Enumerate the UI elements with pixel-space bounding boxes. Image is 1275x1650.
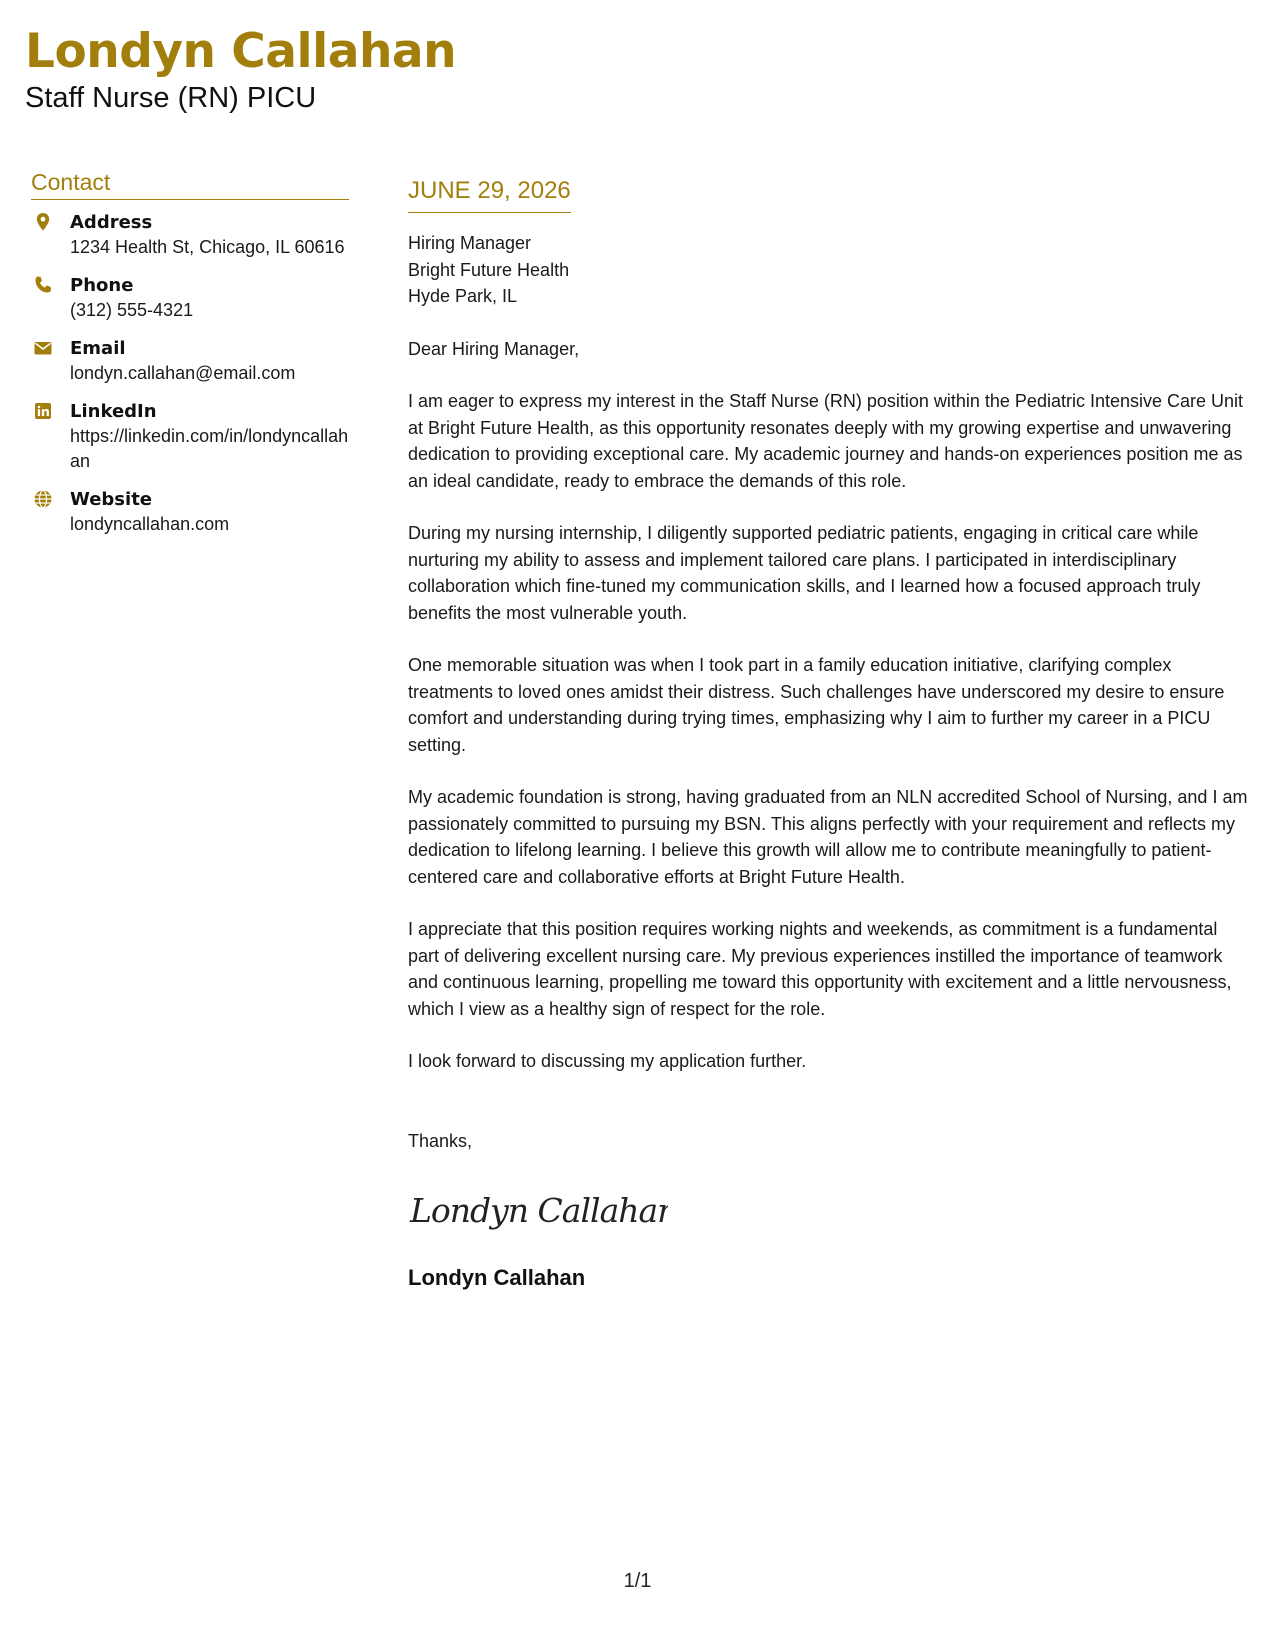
recipient-line: Hiring Manager xyxy=(408,233,532,253)
applicant-name: Londyn Callahan xyxy=(25,24,457,79)
email-value: londyn.callahan@email.com xyxy=(70,363,296,383)
address-value: 1234 Health St, Chicago, IL 60616 xyxy=(70,237,345,257)
job-title: Staff Nurse (RN) PICU xyxy=(25,82,317,114)
envelope-icon xyxy=(33,338,53,358)
body-paragraph: During my nursing internship, I diligently supported pediatric patients, engaging in critical care while nurturing my ability to assess and implement tailored care plans. I participated in interdisciplinary collaboration which fine-tuned my communication skills, and I learned how a focused approach truly benefits the most vulnerable youth. xyxy=(408,523,1201,623)
body-paragraph: One memorable situation was when I took part in a family education initiative, clarifying complex treatments to loved ones amidst their distress. Such challenges have underscored my desire to ensure comfort and understanding during trying times, emphasizing why I aim to further my career in a PICU setting. xyxy=(408,655,1225,755)
salutation: Dear Hiring Manager, xyxy=(408,338,580,359)
contact-label: Website xyxy=(70,489,153,510)
recipient-line: Hyde Park, IL xyxy=(408,286,518,306)
globe-icon xyxy=(33,489,53,509)
contact-website xyxy=(31,487,349,537)
linkedin-icon xyxy=(33,401,53,421)
contact-sidebar xyxy=(31,168,349,550)
map-pin-icon xyxy=(33,212,53,232)
svg-text:Londyn Callahan: Londyn Callahan xyxy=(410,1191,668,1230)
body-paragraph: I look forward to discussing my application further. xyxy=(408,1051,807,1071)
page-number: 1/1 xyxy=(623,1570,652,1592)
contact-phone xyxy=(31,273,349,323)
website-value[interactable]: londyncallahan.com xyxy=(70,514,230,534)
body-paragraph: My academic foundation is strong, having graduated from an NLN accredited School of Nursing, and I am passionately committed to pursuing my BSN. This aligns perfectly with your requirement and reflects my dedication to lifelong learning. I believe this growth will allow me to contribute meaningfully to patient-centered care and collaborative efforts at Bright Future Health. xyxy=(408,787,1248,887)
letter-body xyxy=(408,176,1248,1292)
phone-icon xyxy=(33,275,53,295)
recipient-block xyxy=(408,230,1248,310)
contact-label: LinkedIn xyxy=(70,401,157,422)
body-paragraph: I appreciate that this position requires working nights and weekends, as commitment is a fundamental part of delivering excellent nursing care. My previous experiences instilled the importance of teamwork and continuous learning, propelling me toward this opportunity with excitement and a little nervousness, which I view as a healthy sign of respect for the role. xyxy=(408,919,1232,1019)
contact-label: Email xyxy=(70,338,126,359)
linkedin-value[interactable]: https://linkedin.com/in/londyncallahan xyxy=(70,426,349,471)
signature-drawing xyxy=(408,1182,668,1240)
signer-name: Londyn Callahan xyxy=(408,1265,586,1290)
contact-label: Phone xyxy=(70,275,134,296)
contact-email xyxy=(31,336,349,386)
body-paragraph: I am eager to express my interest in the Staff Nurse (RN) position within the Pediatric Intensive Care Unit at Bright Future Health, as this opportunity resonates deeply with my growing expertise and unwavering dedication to providing exceptional care. My academic journey and hands-on experiences position me as an ideal candidate, ready to embrace the demands of this role. xyxy=(408,391,1244,491)
contact-label: Address xyxy=(70,212,153,233)
closing: Thanks, xyxy=(408,1130,473,1151)
contact-address xyxy=(31,210,349,260)
contact-heading: Contact xyxy=(31,168,349,200)
recipient-line: Bright Future Health xyxy=(408,259,570,280)
signature-image xyxy=(408,1182,1248,1240)
contact-linkedin xyxy=(31,399,349,474)
phone-value: (312) 555-4321 xyxy=(70,300,194,320)
letter-date: JUNE 29, 2026 xyxy=(408,176,571,213)
